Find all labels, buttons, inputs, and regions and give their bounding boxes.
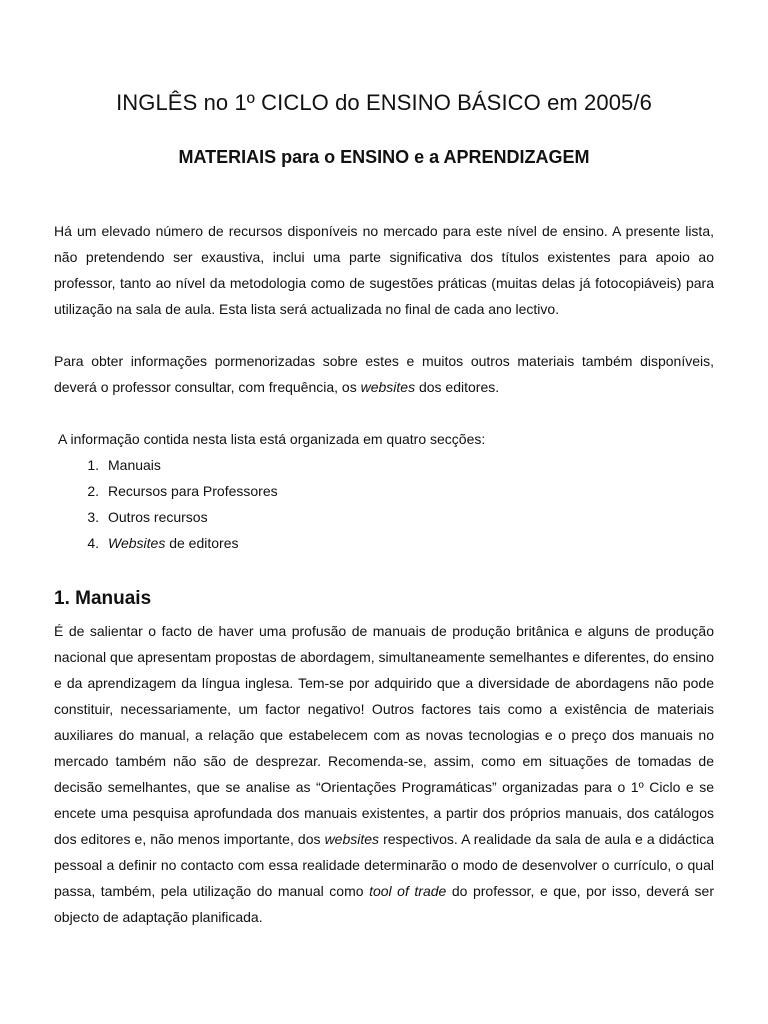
list-item [54,452,278,478]
list-intro: A informação contida nesta lista está organizada em quatro secções: [58,431,486,447]
list-item-number: 1. [87,457,99,473]
list-item [54,478,278,504]
intro-paragraph-2-text: Para obter informações pormenorizadas sobre estes e muitos outros materiais também disponíveis, deverá o professor consultar, com frequência, os [54,353,714,395]
section-heading-manuais: 1. Manuais [54,588,152,609]
list-item-number: 3. [87,509,99,525]
list-item-number: 2. [87,483,99,499]
list-item-label [108,530,239,556]
list-item [54,530,278,556]
manuais-italic-tool-of-trade: tool of trade [369,883,447,899]
manuais-text-part-2: respectivos. A realidade da sala de aula e a didáctica pessoal a definir no contacto com essa realidade determinarão o modo de desenvolver o currículo, o qual passa, também, pela utilização do manual como [54,831,714,899]
document-title: INGLÊS no 1º CICLO do ENSINO BÁSICO em 2005/6 [116,90,652,115]
list-item-label: Manuais [108,457,161,473]
list-item [54,504,278,530]
intro-paragraph-1: Há um elevado número de recursos disponíveis no mercado para este nível de ensino. A presente lista, não pretendendo ser exaustiva, inclui uma parte significativa dos títulos existentes para apoio ao professor, tanto ao nível da metodologia como de sugestões práticas (muitas delas já fotocopiáveis) para utilização na sala de aula. Esta lista será actualizada no final de cada ano lectivo. [54,223,714,317]
section-paragraph-manuais [54,618,714,930]
list-item-label: Outros recursos [108,509,208,525]
sections-list [54,452,278,556]
intro-paragraph-2 [54,348,714,400]
manuais-italic-websites: websites [324,831,380,847]
manuais-text-part-3: do professor, e que, por isso, deverá ser objecto de adaptação planificada. [54,883,715,925]
list-item-label-italic: Websites [108,535,166,551]
list-item-label-rest: de editores [165,535,239,551]
list-item-label: Recursos para Professores [108,483,278,499]
intro-paragraph-2-end: dos editores. [415,379,500,395]
document-subtitle: MATERIAIS para o ENSINO e a APRENDIZAGEM [178,147,590,167]
list-item-number: 4. [87,535,99,551]
manuais-text-part-1: É de salientar o facto de haver uma profusão de manuais de produção britânica e alguns de produção nacional que apresentam propostas de abordagem, simultaneamente semelhantes e diferentes, do ensino e da aprendizagem da língua inglesa. Tem-se por adquirido que a diversidade de abordagens não pode constituir, necessariamente, um factor negativo! Outros factores tais como a existência de materiais auxiliares do manual, a relação que estabelecem com as novas tecnologias e o preço dos manuais no mercado também não são de desprezar. Recomenda-se, assim, como em situações de tomadas de decisão semelhantes, que se analise as “Orientações Programáticas” organizadas para o 1º Ciclo e se encete uma pesquisa aprofundada dos manuais existentes, a partir dos próprios manuais, dos catálogos dos editores e, não menos importante, dos [54,623,714,847]
intro-paragraph-2-italic: websites [360,379,416,395]
